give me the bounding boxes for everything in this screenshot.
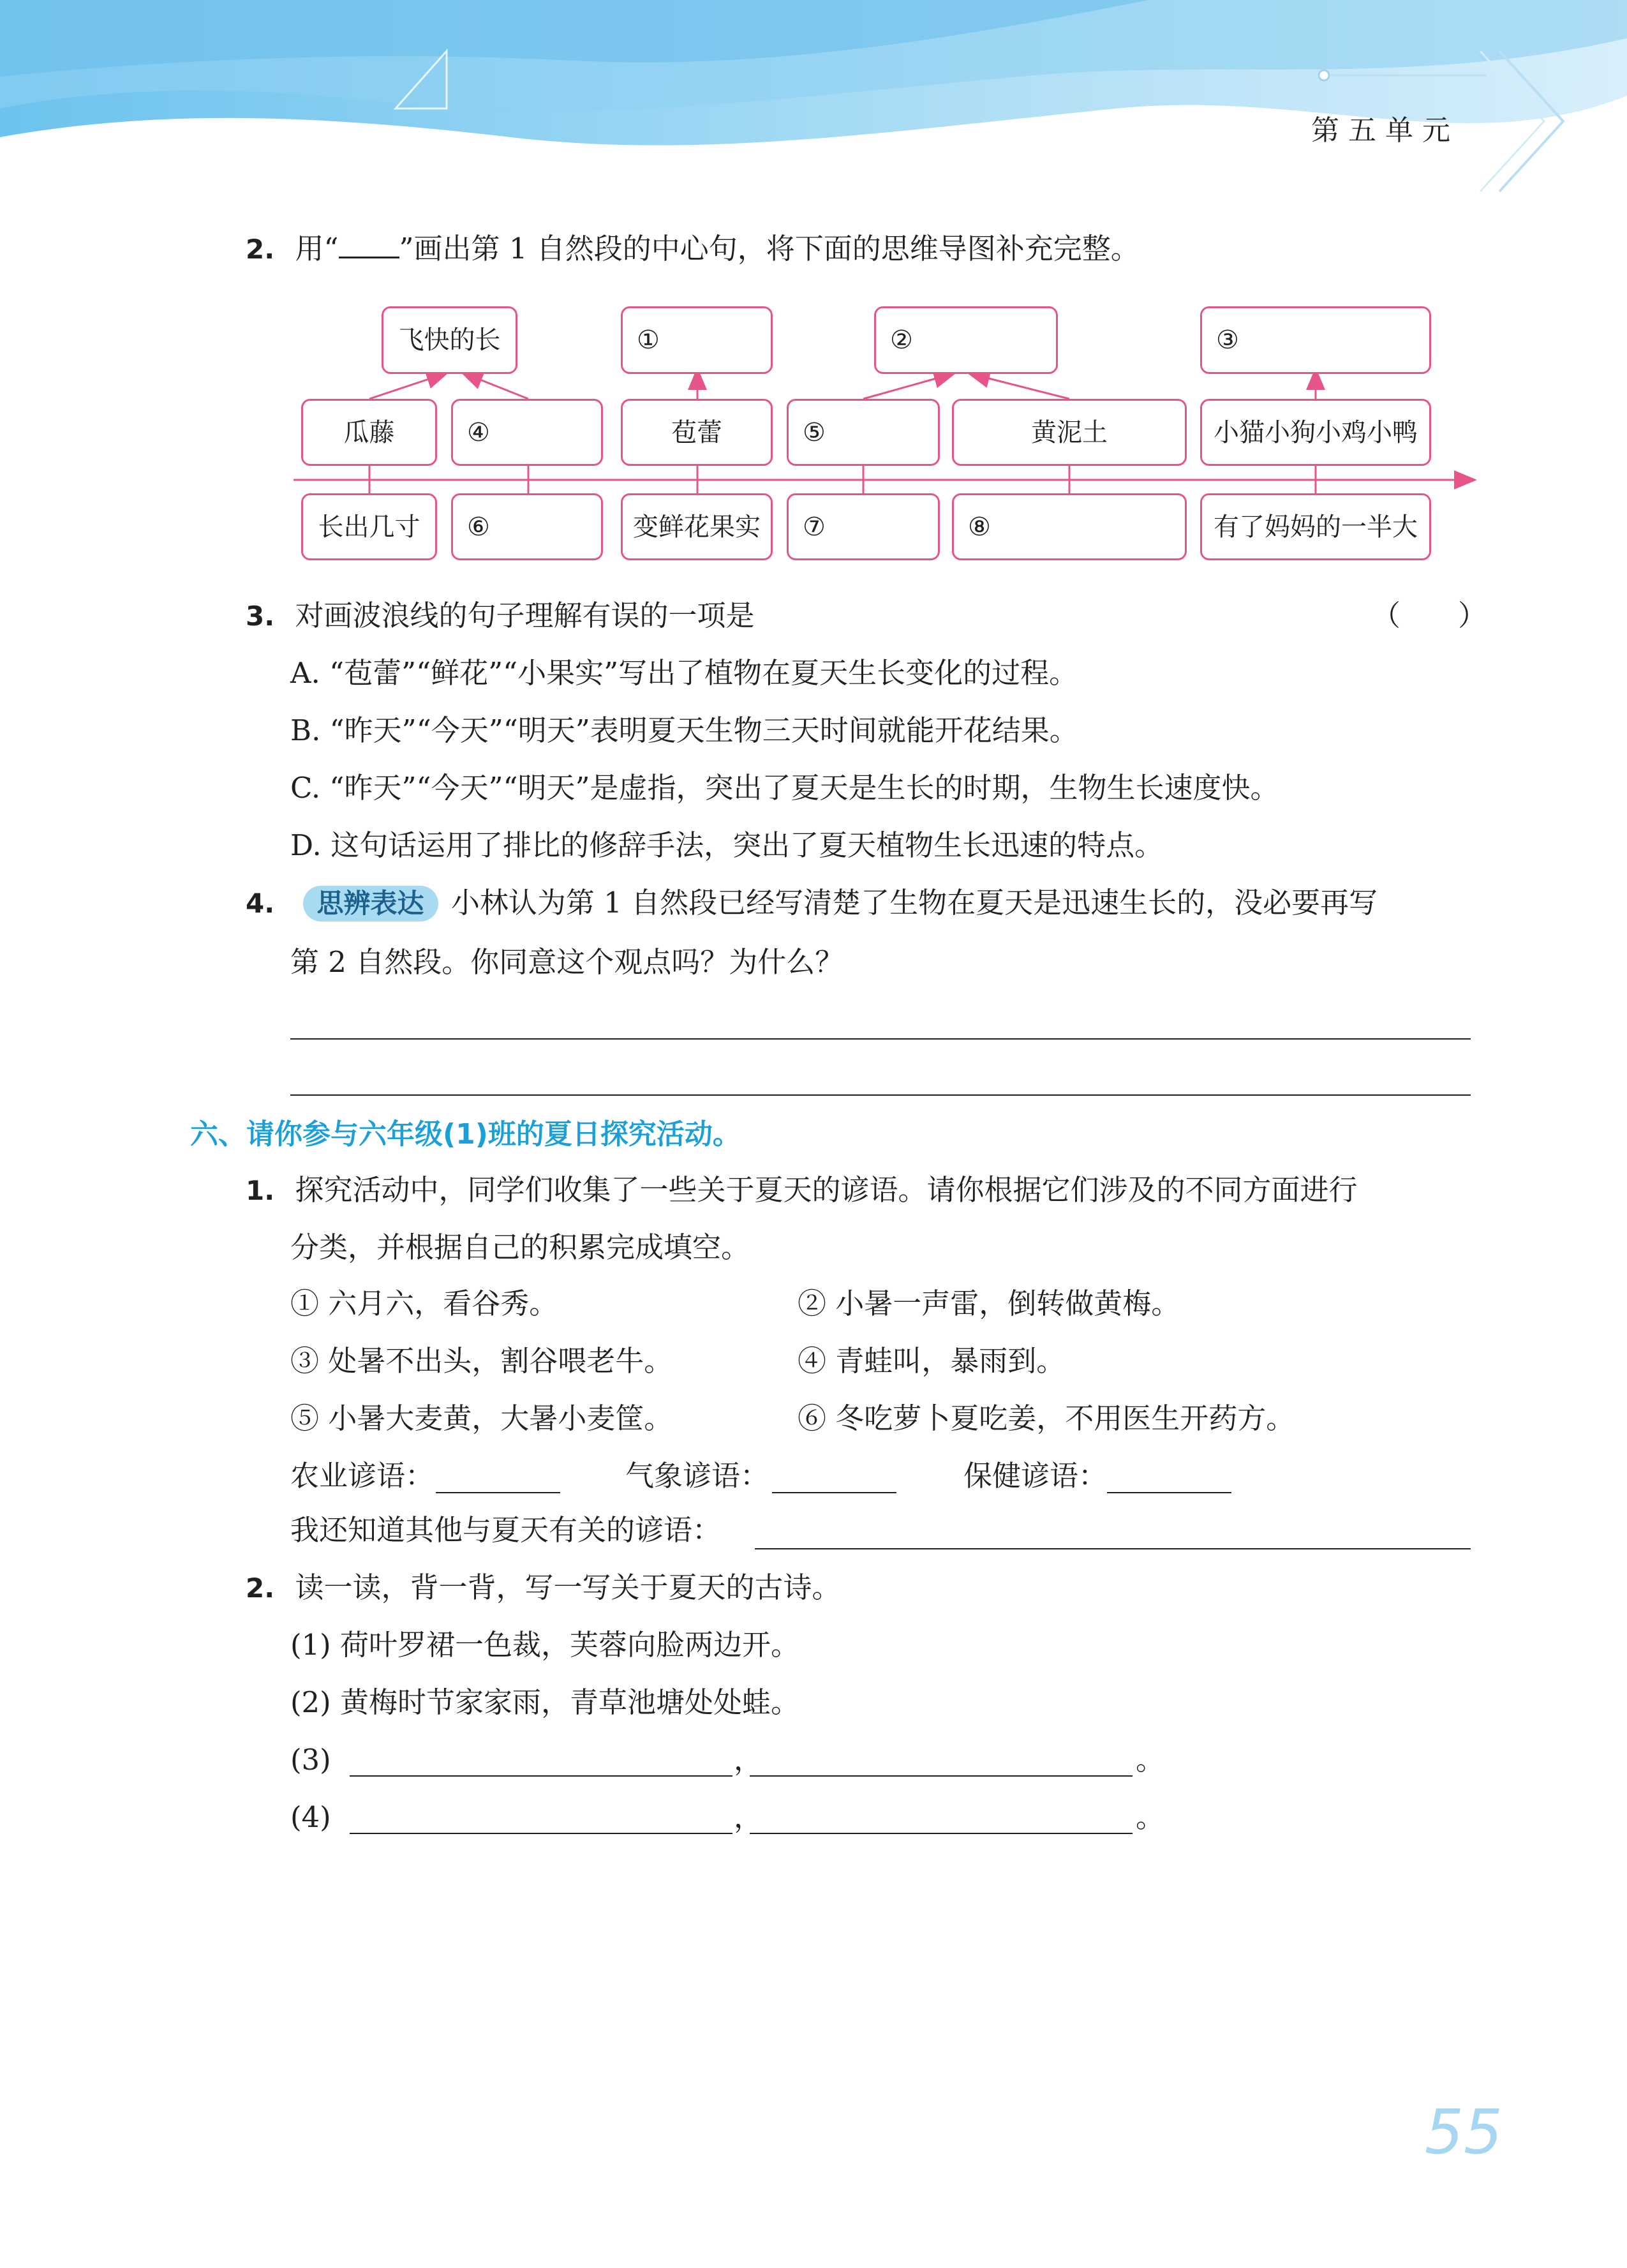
question-number: 4.: [246, 888, 275, 919]
question-text: ”画出第 1 自然段的中心句，将下面的思维导图补充完整。: [399, 232, 1140, 265]
question-number: 1.: [246, 1175, 275, 1206]
category-agriculture-label: 农业谚语：: [290, 1459, 435, 1493]
question-4: [246, 884, 1378, 923]
other-proverb-label: 我还知道其他与夏天有关的谚语：: [290, 1513, 722, 1547]
mindmap-bottom-box-4: ⑦: [787, 493, 940, 560]
mindmap-bottom-box-1: 长出几寸: [301, 493, 437, 560]
question-3: [246, 597, 755, 636]
question-text-line-2: 分类，并根据自己的积累完成填空。: [290, 1230, 750, 1264]
mindmap-bottom-box-3: 变鲜花果实: [621, 493, 773, 560]
mindmap-top-box-2: ①: [621, 306, 773, 374]
period: 。: [1136, 1743, 1165, 1777]
section-6-question-1: [246, 1171, 1358, 1210]
mindmap-mid-box-1: 瓜藤: [301, 399, 437, 466]
poem-blank[interactable]: [750, 1833, 1133, 1834]
category-weather-label: 气象谚语：: [625, 1459, 769, 1493]
category-agriculture-blank[interactable]: [436, 1492, 560, 1493]
badge-critical-expression: 思辨表达: [303, 886, 438, 921]
question-4-line-2: 第 2 自然段。你同意这个观点吗？为什么？: [290, 945, 844, 979]
question-number: 2.: [246, 234, 275, 265]
poem-line-2: (2) 黄梅时节家家雨，青草池塘处处蛙。: [290, 1685, 800, 1719]
page-number: 55: [1424, 2096, 1503, 2168]
mindmap-mid-box-5: 黄泥土: [952, 399, 1187, 466]
poem-blank[interactable]: [350, 1833, 732, 1834]
answer-line[interactable]: [290, 1094, 1471, 1096]
option-b[interactable]: B. “昨天”“今天”“明天”表明夏天生物三天时间就能开花结果。: [290, 713, 1078, 747]
proverb-6: ⑥ 冬吃萝卜夏吃姜，不用医生开药方。: [798, 1401, 1295, 1435]
mindmap-mid-box-4: ⑤: [787, 399, 940, 466]
question-text: 探究活动中，同学们收集了一些关于夏天的谚语。请你根据它们涉及的不同方面进行: [295, 1173, 1358, 1207]
poem-blank-label-4: (4): [290, 1800, 331, 1834]
question-number: 2.: [246, 1572, 275, 1604]
category-weather-blank[interactable]: [772, 1492, 896, 1493]
category-health-label: 保健谚语：: [963, 1459, 1108, 1493]
section-6-question-2: [246, 1569, 841, 1608]
other-proverb-blank[interactable]: [755, 1548, 1471, 1549]
option-d[interactable]: D. 这句话运用了排比的修辞手法，突出了夏天植物生长迅速的特点。: [290, 828, 1164, 862]
comma: ，: [734, 1743, 763, 1777]
proverb-1: ① 六月六，看谷秀。: [290, 1287, 558, 1320]
poem-blank[interactable]: [350, 1775, 732, 1777]
poem-blank[interactable]: [750, 1775, 1133, 1777]
mindmap-bottom-box-6: 有了妈妈的一半大: [1200, 493, 1431, 560]
question-text-before: 用“: [295, 232, 339, 265]
proverb-5: ⑤ 小暑大麦黄，大暑小麦筐。: [290, 1401, 673, 1435]
option-a[interactable]: A. “苞蕾”“鲜花”“小果实”写出了植物在夏天生长变化的过程。: [290, 656, 1078, 690]
question-number: 3.: [246, 601, 275, 632]
answer-line[interactable]: [290, 1038, 1471, 1040]
proverb-3: ③ 处暑不出头，割谷喂老牛。: [290, 1344, 673, 1378]
mindmap-bottom-box-5: ⑧: [952, 493, 1187, 560]
proverb-4: ④ 青蛙叫，暴雨到。: [798, 1344, 1066, 1378]
option-c[interactable]: C. “昨天”“今天”“明天”是虚指，突出了夏天是生长的时期，生物生长速度快。: [290, 771, 1279, 805]
mindmap-bottom-box-2: ⑥: [451, 493, 603, 560]
question-text: 读一读，背一背，写一写关于夏天的古诗。: [295, 1570, 841, 1604]
mindmap-top-box-3: ②: [874, 306, 1058, 374]
mindmap-mid-box-2: ④: [451, 399, 603, 466]
question-text: 对画波浪线的句子理解有误的一项是: [295, 599, 755, 632]
mindmap-mid-box-6: 小猫小狗小鸡小鸭: [1200, 399, 1431, 466]
period: 。: [1136, 1800, 1165, 1834]
mindmap-top-box-1: 飞快的长: [382, 306, 517, 374]
category-health-blank[interactable]: [1107, 1492, 1231, 1493]
comma: ，: [734, 1800, 763, 1834]
section-6-title: 六、请你参与六年级(1)班的夏日探究活动。: [190, 1118, 741, 1151]
unit-title: 第五单元: [1311, 114, 1459, 147]
poem-line-1: (1) 荷叶罗裙一色裁，芙蓉向脸两边开。: [290, 1628, 800, 1662]
mindmap-top-box-4: ③: [1200, 306, 1431, 374]
question-text: 小林认为第 1 自然段已经写清楚了生物在夏天是迅速生长的，没必要再写: [450, 886, 1378, 920]
answer-bracket[interactable]: （ ）: [1372, 599, 1487, 632]
poem-blank-label-3: (3): [290, 1743, 331, 1777]
proverb-2: ② 小暑一声雷，倒转做黄梅。: [798, 1287, 1180, 1320]
mindmap-mid-box-3: 苞蕾: [621, 399, 773, 466]
mindmap-connectors: [0, 0, 1627, 574]
